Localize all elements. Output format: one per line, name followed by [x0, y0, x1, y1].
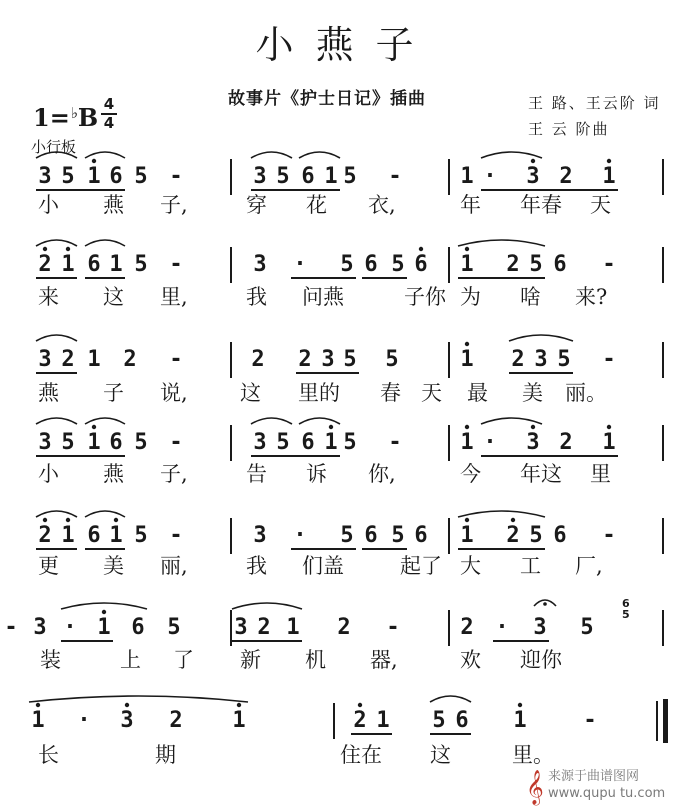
note: 6 — [364, 252, 378, 277]
note: - — [4, 615, 18, 640]
note: · — [293, 523, 307, 548]
note: 1 — [460, 523, 474, 548]
octave-dot — [237, 703, 241, 707]
bar-line — [662, 610, 664, 646]
note: - — [388, 164, 402, 189]
note: 5 — [134, 430, 148, 455]
note: 5 — [343, 430, 357, 455]
note: 5 — [432, 708, 446, 733]
note: 5 — [340, 523, 354, 548]
note: 2 — [298, 347, 312, 372]
note: 6 — [301, 164, 315, 189]
note: 1 — [324, 430, 338, 455]
note: 3 — [534, 347, 548, 372]
note: - — [169, 164, 183, 189]
tempo-marking: 小行板 — [31, 138, 77, 156]
octave-dot — [66, 247, 70, 251]
note: - — [602, 347, 616, 372]
note: 6 — [109, 164, 123, 189]
lyric-syllable: 工 — [520, 554, 541, 578]
note: 5 — [134, 523, 148, 548]
bar-line — [662, 425, 664, 461]
lyric-syllable: 欢 — [460, 648, 481, 672]
note: 5 — [276, 430, 290, 455]
note: 5 — [529, 523, 543, 548]
slur — [29, 696, 248, 702]
lyric-syllable: 丽。 — [565, 381, 607, 405]
lyric-syllable: 年春 — [520, 193, 562, 217]
bar-line — [448, 342, 450, 378]
note: 2 — [353, 708, 367, 733]
note: 3 — [253, 523, 267, 548]
note: 5 — [557, 347, 571, 372]
lyric-syllable: 子, — [160, 462, 188, 486]
note: 6 — [553, 252, 567, 277]
octave-dot — [358, 703, 362, 707]
slur — [251, 418, 292, 424]
subtitle: 故事片《护士日记》插曲 — [228, 89, 426, 109]
note: 6 — [364, 523, 378, 548]
lyric-syllable: 美 — [103, 554, 124, 578]
note: 3 — [526, 430, 540, 455]
bar-line — [448, 610, 450, 646]
slur — [85, 240, 125, 246]
note: 1 — [109, 523, 123, 548]
lyric-syllable: 起了 — [400, 554, 442, 578]
lyric-syllable: 子你 — [404, 285, 446, 309]
note: 2 — [511, 347, 525, 372]
note: 2 — [559, 430, 573, 455]
note: 2 — [460, 615, 474, 640]
octave-dot — [465, 342, 469, 346]
note: · — [483, 430, 497, 455]
note: 6 — [87, 252, 101, 277]
note: 2 — [123, 347, 137, 372]
octave-dot — [607, 425, 611, 429]
lyric-syllable: 燕 — [103, 193, 124, 217]
note: 5 — [276, 164, 290, 189]
lyric-syllable: 上 — [120, 648, 141, 672]
note: 2 — [38, 523, 52, 548]
note: 1 — [460, 347, 474, 372]
octave-dot — [43, 518, 47, 522]
octave-dot — [36, 703, 40, 707]
note: - — [169, 252, 183, 277]
octave-dot — [465, 425, 469, 429]
watermark: 来源于曲谱图网 www.qupu tu.com — [548, 769, 666, 801]
octave-dot — [465, 247, 469, 251]
note: 3 — [120, 708, 134, 733]
note: 1 — [460, 430, 474, 455]
lyricist-credit: 王 路、王云阶 词 — [528, 94, 661, 112]
note: 1 — [376, 708, 390, 733]
note: - — [169, 523, 183, 548]
note: · — [483, 164, 497, 189]
lyric-syllable: 期 — [155, 743, 176, 767]
note: 5 — [529, 252, 543, 277]
lyric-syllable: 这 — [103, 285, 124, 309]
lyric-syllable: 衣, — [368, 193, 396, 217]
bar-line — [662, 342, 664, 378]
slur — [85, 511, 125, 517]
note: 3 — [253, 164, 267, 189]
slur — [481, 152, 542, 158]
lyric-syllable: 年 — [460, 193, 481, 217]
bar-line — [448, 425, 450, 461]
lyric-syllable: 天 — [590, 193, 611, 217]
final-bar-line — [663, 699, 668, 743]
final-bar-line-thin — [656, 701, 658, 741]
note: · — [63, 615, 77, 640]
note: 5 — [167, 615, 181, 640]
note: 5 — [61, 164, 75, 189]
lyric-syllable: 里 — [590, 462, 611, 486]
lyric-syllable: 更 — [38, 554, 59, 578]
lyric-syllable: 今 — [460, 462, 481, 486]
lyric-syllable: 花 — [306, 193, 327, 217]
note: 2 — [61, 347, 75, 372]
note: 5 — [580, 615, 594, 640]
lyric-syllable: 燕 — [38, 381, 59, 405]
octave-dot — [531, 425, 535, 429]
lyric-syllable: 迎你 — [520, 648, 562, 672]
lyric-syllable: 器, — [370, 648, 398, 672]
note: 3 — [33, 615, 47, 640]
bar-line — [448, 518, 450, 554]
note: · — [495, 615, 509, 640]
lyric-syllable: 燕 — [103, 462, 124, 486]
lyric-syllable: 住在 — [340, 743, 382, 767]
lyric-syllable: 子 — [103, 381, 124, 405]
bar-line — [230, 425, 232, 461]
fermata — [534, 600, 556, 606]
note: 6 — [455, 708, 469, 733]
note: 6 — [414, 252, 428, 277]
octave-dot — [465, 518, 469, 522]
lyric-syllable: 长 — [38, 743, 59, 767]
slur — [430, 696, 471, 702]
lyric-syllable: 年这 — [520, 462, 562, 486]
lyric-syllable: 来? — [575, 285, 608, 309]
note: 1 — [602, 164, 616, 189]
note: 3 — [253, 430, 267, 455]
octave-dot — [419, 247, 423, 251]
lyric-syllable: 告 — [246, 462, 267, 486]
note: 3 — [253, 252, 267, 277]
bar-line — [230, 247, 232, 283]
note: 6 — [87, 523, 101, 548]
lyric-syllable: 问燕 — [302, 285, 344, 309]
lyric-syllable: 为 — [460, 285, 481, 309]
note: 1 — [513, 708, 527, 733]
octave-dot — [329, 425, 333, 429]
note: 5 — [134, 252, 148, 277]
note: - — [388, 430, 402, 455]
lyric-syllable: 里的 — [298, 381, 340, 405]
lyric-syllable: 们盖 — [302, 554, 344, 578]
lyric-syllable: 子, — [160, 193, 188, 217]
note: 6 — [553, 523, 567, 548]
composer-credit: 王 云 阶曲 — [528, 120, 610, 138]
lyric-syllable: 这 — [430, 743, 451, 767]
lyric-syllable: 机 — [305, 648, 326, 672]
lyric-syllable: 装 — [40, 648, 61, 672]
bar-line — [230, 518, 232, 554]
slur — [36, 240, 77, 246]
slur — [36, 511, 77, 517]
slur — [481, 418, 542, 424]
slur — [232, 603, 302, 609]
note: 3 — [38, 347, 52, 372]
note: 1 — [61, 523, 75, 548]
time-signature: 4 4 — [101, 97, 117, 131]
slur — [36, 418, 77, 424]
octave-dot — [92, 159, 96, 163]
octave-dot — [102, 610, 106, 614]
note: 1 — [324, 164, 338, 189]
note: 2 — [169, 708, 183, 733]
lyric-syllable: 小 — [38, 462, 59, 486]
slur — [85, 152, 125, 158]
note: 1 — [232, 708, 246, 733]
note: 5 — [391, 252, 405, 277]
note: 1 — [61, 252, 75, 277]
lyric-syllable: 天 — [421, 381, 442, 405]
note: 2 — [506, 252, 520, 277]
note: - — [602, 252, 616, 277]
lyric-syllable: 诉 — [306, 462, 327, 486]
lyric-syllable: 啥 — [520, 285, 541, 309]
lyric-syllable: 厂, — [575, 554, 603, 578]
bar-line — [448, 247, 450, 283]
note: 1 — [87, 347, 101, 372]
note: 5 — [343, 347, 357, 372]
lyric-syllable: 了 — [173, 648, 194, 672]
song-title: 小燕子 — [255, 23, 436, 67]
bar-line — [662, 247, 664, 283]
lyric-syllable: 新 — [240, 648, 261, 672]
bar-line — [662, 159, 664, 195]
note: 2 — [337, 615, 351, 640]
note: - — [583, 708, 597, 733]
note: 5 — [391, 523, 405, 548]
note: 1 — [602, 430, 616, 455]
note: 2 — [251, 347, 265, 372]
lyric-syllable: 丽, — [160, 554, 188, 578]
note: - — [169, 347, 183, 372]
lyric-syllable: 穿 — [246, 193, 267, 217]
bar-line — [333, 703, 335, 739]
bar-line — [448, 159, 450, 195]
bar-line — [230, 610, 232, 646]
lyric-syllable: 我 — [246, 554, 267, 578]
lyric-syllable: 说, — [160, 381, 188, 405]
note: 1 — [460, 164, 474, 189]
note: 1 — [87, 430, 101, 455]
slur — [509, 335, 573, 341]
note: 1 — [87, 164, 101, 189]
lyric-syllable: 里, — [160, 285, 188, 309]
note: - — [602, 523, 616, 548]
note: 2 — [257, 615, 271, 640]
slur — [85, 418, 125, 424]
key-signature: 1=♭B — [33, 103, 99, 132]
note: 1 — [460, 252, 474, 277]
note: 2 — [559, 164, 573, 189]
note: · — [293, 252, 307, 277]
octave-dot — [511, 518, 515, 522]
lyric-syllable: 小 — [38, 193, 59, 217]
note: 5 — [61, 430, 75, 455]
octave-dot — [114, 518, 118, 522]
bar-line — [230, 342, 232, 378]
lyric-syllable: 美 — [522, 381, 543, 405]
slur — [251, 152, 292, 158]
fermata-dot — [543, 602, 547, 606]
note: - — [169, 430, 183, 455]
bar-line — [662, 518, 664, 554]
octave-dot — [531, 159, 535, 163]
lyric-syllable: 来 — [38, 285, 59, 309]
note: 2 — [38, 252, 52, 277]
note: 5 — [343, 164, 357, 189]
bar-line — [230, 159, 232, 195]
slur — [458, 240, 545, 246]
lyric-syllable: 里。 — [512, 743, 554, 767]
note: 5 — [385, 347, 399, 372]
lyric-syllable: 我 — [246, 285, 267, 309]
lyric-syllable: 大 — [460, 554, 481, 578]
lyric-syllable: 最 — [467, 381, 488, 405]
lyric-syllable: 春 — [380, 381, 401, 405]
note: 1 — [286, 615, 300, 640]
note: 2 — [506, 523, 520, 548]
note: 3 — [234, 615, 248, 640]
note: 3 — [533, 615, 547, 640]
note: 6 — [109, 430, 123, 455]
octave-dot — [66, 518, 70, 522]
note: 5 — [340, 252, 354, 277]
note: 3 — [321, 347, 335, 372]
slur — [458, 511, 545, 517]
note: 6 — [131, 615, 145, 640]
octave-dot — [607, 159, 611, 163]
note: - — [386, 615, 400, 640]
slur — [61, 603, 147, 609]
grace-note: 6 5 — [622, 597, 630, 621]
slur — [36, 335, 77, 341]
note: 1 — [109, 252, 123, 277]
treble-clef-icon: 𝄞 — [526, 770, 544, 805]
lyric-syllable: 这 — [240, 381, 261, 405]
lyric-syllable: 你, — [368, 462, 396, 486]
note: 3 — [38, 164, 52, 189]
note: 6 — [414, 523, 428, 548]
note: 1 — [31, 708, 45, 733]
note: 3 — [38, 430, 52, 455]
slur — [299, 418, 340, 424]
note: 5 — [134, 164, 148, 189]
octave-dot — [92, 425, 96, 429]
note: 3 — [526, 164, 540, 189]
note: 6 — [301, 430, 315, 455]
octave-dot — [125, 703, 129, 707]
note: 1 — [97, 615, 111, 640]
note: · — [77, 708, 91, 733]
octave-dot — [518, 703, 522, 707]
slur — [299, 152, 340, 158]
octave-dot — [43, 247, 47, 251]
